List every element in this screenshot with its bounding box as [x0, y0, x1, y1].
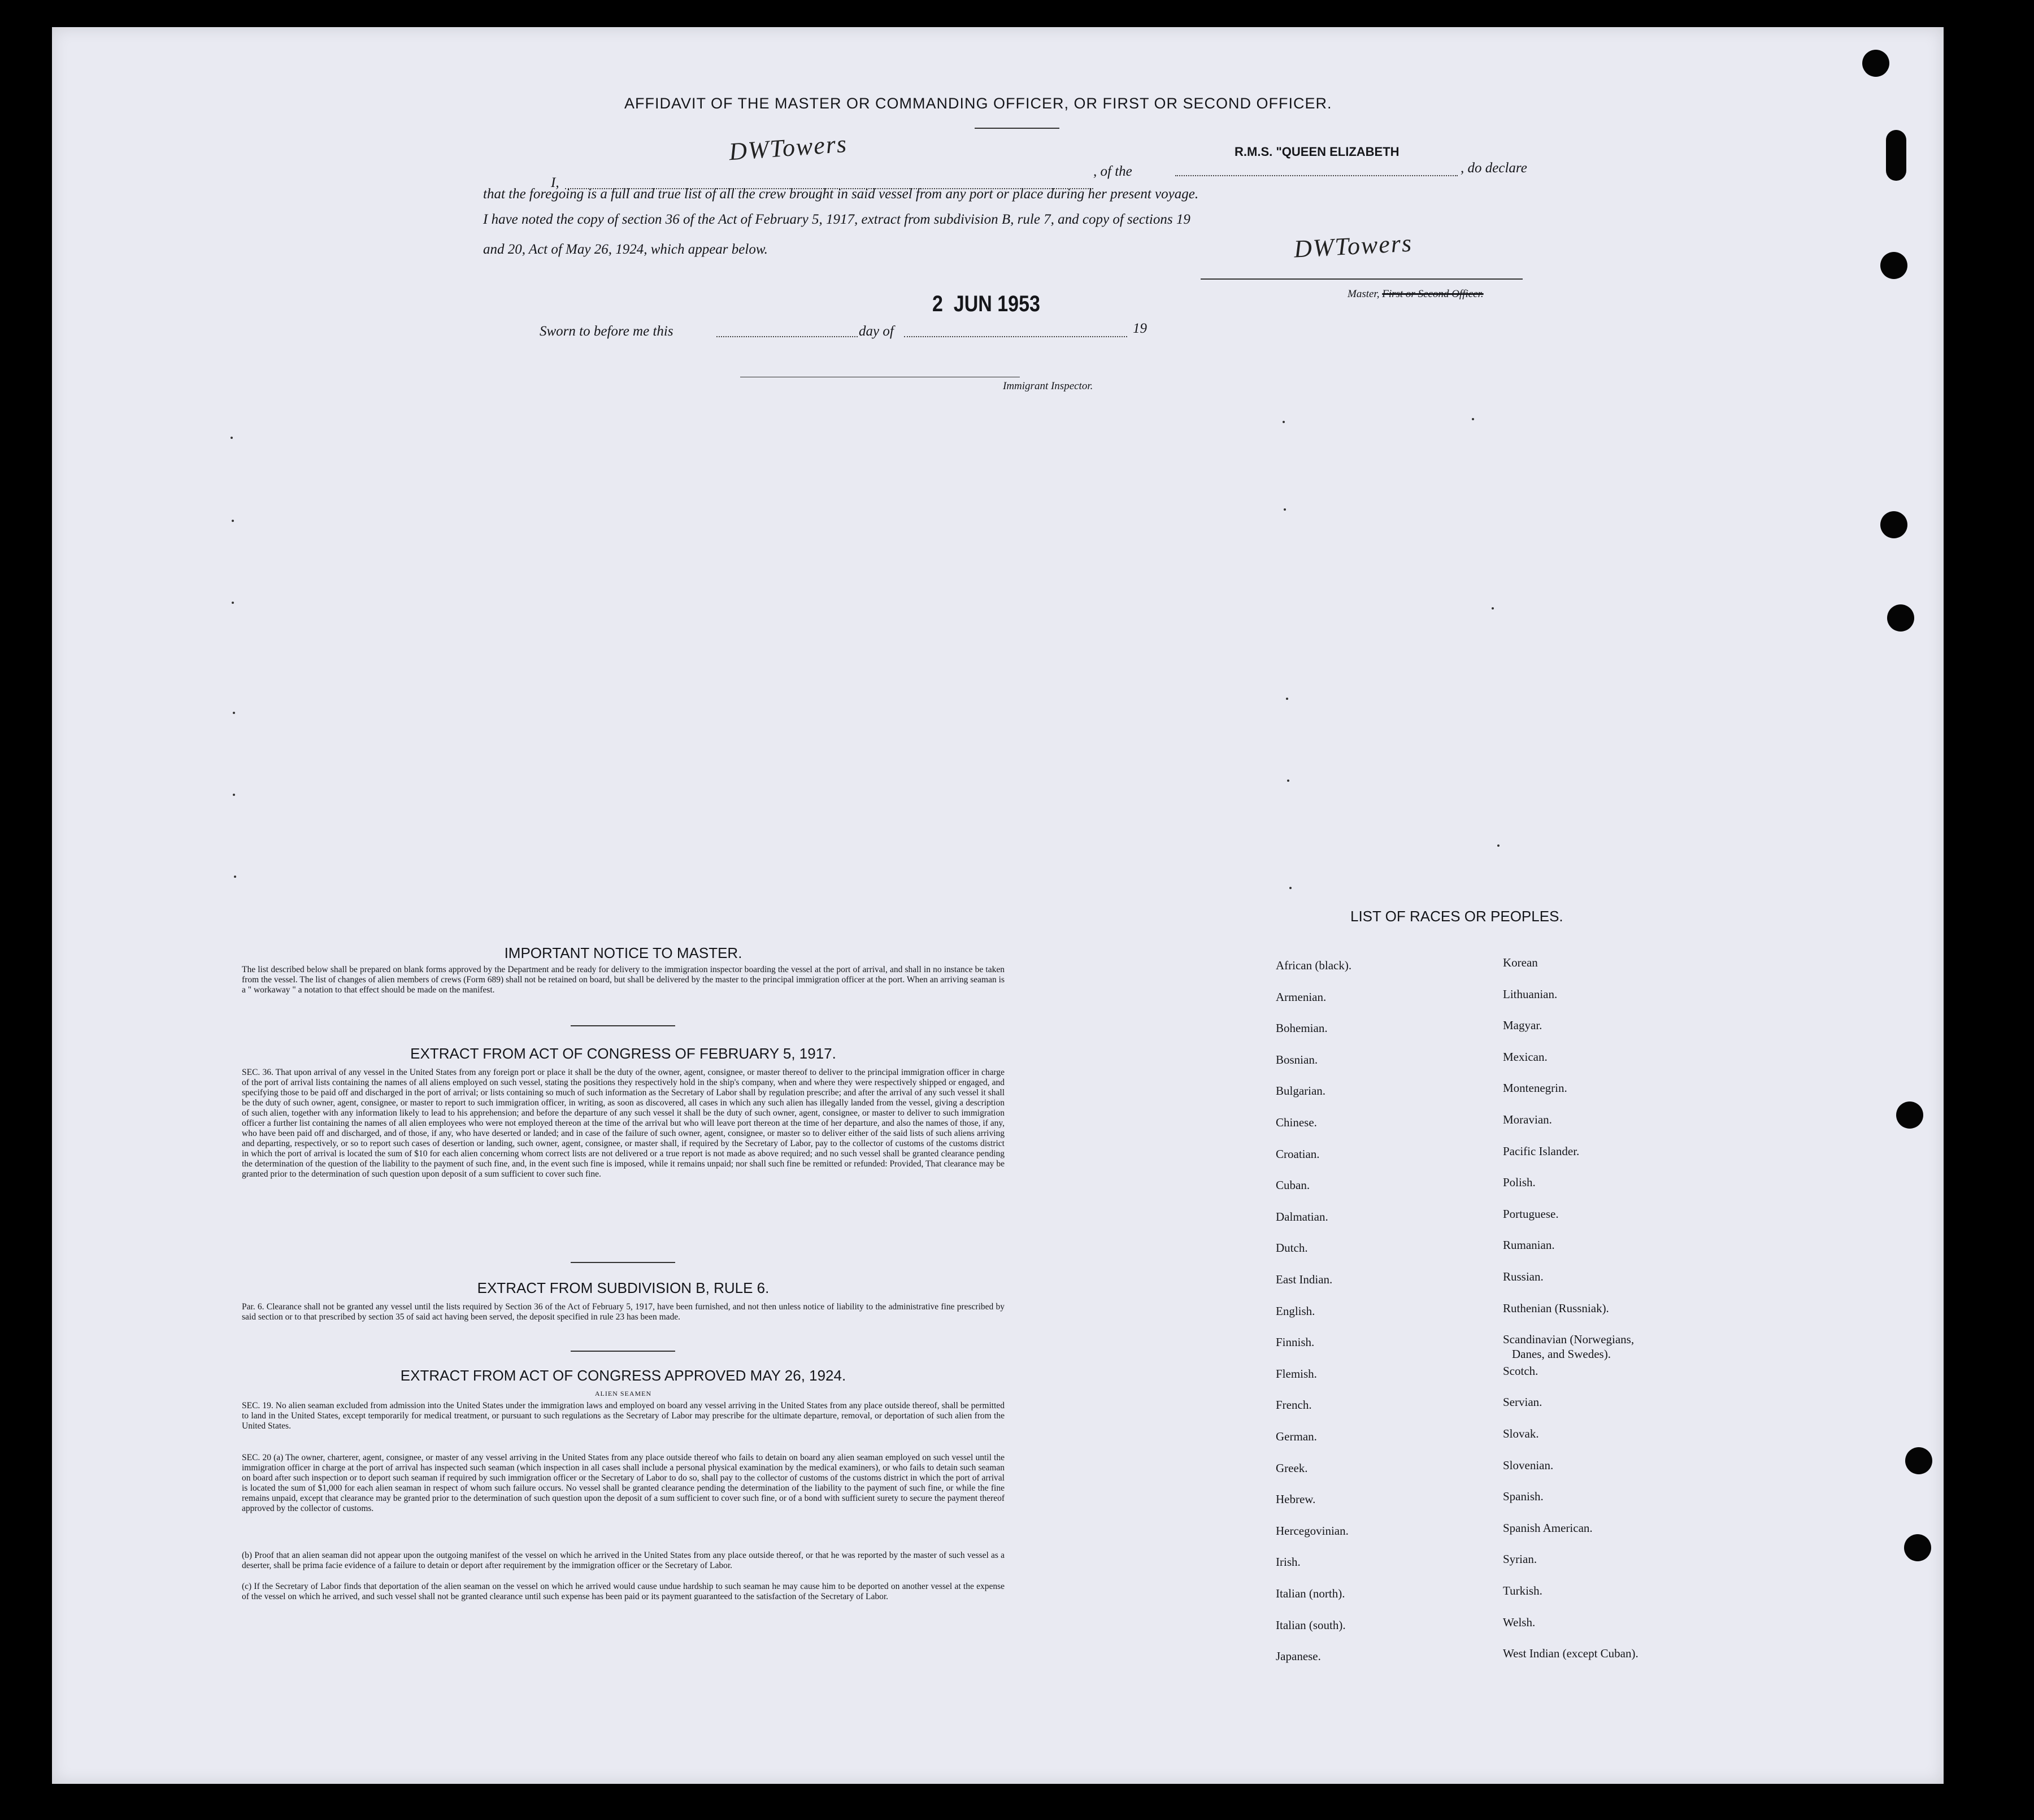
left-item: African (black).	[1276, 959, 1352, 972]
punch-hole	[1887, 604, 1914, 632]
ink-dot	[1472, 418, 1474, 420]
left-item: Dutch.	[1276, 1241, 1308, 1255]
left-item: Dalmatian.	[1276, 1209, 1328, 1224]
right-item: Slovenian.	[1503, 1458, 1554, 1472]
punch-hole	[1862, 50, 1889, 77]
extract-1917-text: SEC. 36. That upon arrival of any vessel in the United States from any foreign port or place it shall be the duty of the owner, agent, consignee, or master thereof to deliver to the principal immigration officer in charge of the port of arrival lists containing the names of all aliens employed on such vessel, stating the positions they respectively hold in the ship's company, when and where they were respectively shipped or engaged, and specifying those to be paid off and discharged in the port of arrival; or lists containing so much of such information as the Secretary of Labor shall by regulation prescribe; and after the arrival of any such vessel it shall be the duty of such owner, agent, consignee, or master to report to such immigration officer, in writing, as soon as discovered, all cases in which any such alien has illegally landed from the vessel, giving a description of such alien, together with any information likely to lead to his apprehension; and before the departure of any such vessel it shall be the duty of such owner, agent, consignee, or master to deliver to such immigration officer a further list containing the names of all alien employees who were not employed thereon at the time of the arrival but who will leave port thereon at the time of her departure, and also the names of those, if any, who have been paid off and discharged, and of those, if any, who have deserted or landed; and in case of the failure of such owner, agent, consignee, or master so to deliver either of the said lists of such aliens arriving and departing, respectively, or so to report such cases of desertion or landing, such owner, agent, consignee, or master shall, if required by the Secretary of Labor, pay to the collector of customs of the customs district in which the port of arrival is located the sum of $10 for each alien concerning whom correct lists are not delivered or a true report is not made as above required; and no such vessel shall be granted clearance pending the determination of the question of the liability to the payment of such fine, and, in the event such fine is imposed, while it remains unpaid; nor shall such fine be remitted or refunded: Provided, That clearance may be granted prior to the determination of such question upon deposit of a sum sufficient to cover such fine.	[242, 1068, 1005, 1179]
sworn-label: Sworn to before me this	[540, 324, 673, 339]
signature-line	[1201, 278, 1523, 280]
left-item: French.	[1276, 1398, 1312, 1412]
divider-1	[571, 1025, 675, 1026]
extract-1924-sec20a: SEC. 20 (a) The owner, charterer, agent, consignee, or master of any vessel arriving in the United States from any place outside thereof who fails to detain on board any alien seaman employed on such vessel until the immigration officer in charge at the port of arrival has inspected such seaman (which inspection in all cases shall include a personal physical examination by the medical examiners), or who fails to detain such seaman on board after such inspection or to deport such seaman if required by such immigration officer or the Secretary of Labor to do so, shall pay to the collector of customs of the customs district in which the port of arrival is located the sum of $1,000 for each alien seaman in respect of whom such failure occurs. No vessel shall be granted clearance pending the determination of the liability to the payment of such fine, or while the fine remains unpaid, except that clearance may be granted prior to the determination of such question upon the deposit of a sum sufficient to cover such fine, or of a bond with sufficient surety to secure the payment thereof approved by the collector of customs.	[242, 1453, 1005, 1513]
notice-title: IMPORTANT NOTICE TO MASTER.	[504, 944, 742, 961]
left-item: Irish.	[1276, 1555, 1301, 1569]
signer-title	[1348, 288, 1484, 301]
signature-top: DWTowers	[728, 129, 849, 166]
ink-dot	[234, 876, 236, 878]
left-item: Bulgarian.	[1276, 1084, 1326, 1098]
extract-rule6-text: Par. 6. Clearance shall not be granted any vessel until the lists required by Section 36 of the Act of February 5, 1917, have been furnished, and not then unless notice of liability to the administrative fine prescribed by said section or to that prescribed by section 35 of said act having been served, the deposit specified in rule 23 has been made.	[242, 1302, 1005, 1322]
left-item: Japanese.	[1276, 1649, 1321, 1664]
punch-hole	[1905, 1447, 1932, 1474]
left-item: Flemish.	[1276, 1366, 1317, 1381]
ink-dot	[1492, 607, 1494, 609]
inspector-label: Immigrant Inspector.	[1003, 380, 1093, 392]
left-item: Croatian.	[1276, 1147, 1320, 1161]
left-item: Hercegovinian.	[1276, 1523, 1349, 1538]
right-item: West Indian (except Cuban).	[1503, 1647, 1638, 1661]
right-item: Scotch.	[1503, 1364, 1538, 1378]
affidavit-line2: that the foregoing is a full and true list of all the crew brought in said vessel from any port or place during her present voyage.	[483, 186, 1199, 202]
race-scandinavian-continued: Danes, and Swedes).	[1512, 1347, 1611, 1361]
declare-label: , do declare	[1461, 160, 1527, 176]
right-item: Spanish.	[1503, 1490, 1544, 1504]
ink-dot	[1497, 844, 1500, 847]
ink-dot	[231, 437, 233, 439]
left-item: Armenian.	[1276, 990, 1327, 1004]
left-item: Italian (south).	[1276, 1618, 1346, 1632]
punch-hole	[1904, 1534, 1931, 1561]
affidavit-i-label: I,	[551, 175, 559, 190]
vessel-blank	[1175, 175, 1458, 176]
extract-1924-sec20c: (c) If the Secretary of Labor finds that deportation of the alien seaman on the vessel on which he arrived would cause undue hardship to such seaman he may cause him to be deported on another vessel at the expense of the vessel on which he arrived, and such vessel shall not be granted clearance until such expense has been paid or its payment guaranteed to the satisfaction of the Secretary of Labor.	[242, 1582, 1005, 1601]
ink-dot	[233, 712, 235, 714]
left-item: Finnish.	[1276, 1335, 1315, 1349]
right-item: Polish.	[1503, 1175, 1536, 1190]
extract-1924-subtitle: ALIEN SEAMEN	[594, 1390, 652, 1397]
punch-hole	[1880, 511, 1907, 538]
right-item: Rumanian.	[1503, 1238, 1555, 1252]
extract-1924-title: EXTRACT FROM ACT OF CONGRESS APPROVED MAY 26, 1924.	[400, 1367, 846, 1384]
right-item: Korean	[1503, 956, 1538, 969]
of-the-label: , of the	[1093, 164, 1132, 179]
right-item: Portuguese.	[1503, 1207, 1559, 1221]
ink-dot	[1284, 508, 1286, 511]
signature-bottom: DWTowers	[1293, 229, 1414, 263]
right-item: Servian.	[1503, 1395, 1542, 1409]
right-item: Spanish American.	[1503, 1521, 1593, 1535]
right-item: Russian.	[1503, 1270, 1544, 1283]
right-item: Slovak.	[1503, 1427, 1539, 1440]
document-page	[52, 27, 1944, 1784]
day-of-label: day of	[859, 324, 894, 339]
divider-2	[571, 1262, 675, 1263]
affidavit-title: AFFIDAVIT OF THE MASTER OR COMMANDING OFFICER, OR FIRST OR SECOND OFFICER.	[624, 95, 1332, 112]
left-item: Hebrew.	[1276, 1492, 1316, 1506]
left-item: Italian (north).	[1276, 1587, 1345, 1600]
sworn-month-blank	[904, 336, 1127, 337]
ink-dot	[233, 794, 235, 796]
ink-dot	[232, 602, 234, 604]
ink-dot	[232, 520, 234, 522]
left-item: East Indian.	[1276, 1273, 1333, 1286]
ink-dot	[1283, 421, 1285, 423]
punch-hole	[1896, 1101, 1923, 1129]
right-item: Syrian.	[1503, 1552, 1537, 1566]
title-underline	[975, 128, 1059, 129]
extract-1924-sec19: SEC. 19. No alien seaman excluded from admission into the United States under the immigration laws and employed on board any vessel arriving in the United States from any place outside thereof, shall be permitted to land in the United States, except temporarily for medical treatment, or pursuant to such regulations as the Secretary of Labor may prescribe for the ultimate departure, removal, or deportation of such alien from the United States.	[242, 1401, 1005, 1431]
signer-title-struck: First or Second Officer.	[1382, 288, 1484, 300]
sworn-day-blank	[716, 336, 858, 337]
left-item: Cuban.	[1276, 1178, 1310, 1192]
right-item: Pacific Islander.	[1503, 1144, 1580, 1158]
ink-dot	[1286, 698, 1288, 700]
left-item: Chinese.	[1276, 1116, 1317, 1129]
left-item: German.	[1276, 1430, 1317, 1443]
right-item: Montenegrin.	[1503, 1081, 1567, 1095]
races-title: LIST OF RACES OR PEOPLES.	[1350, 908, 1563, 925]
ink-dot	[1287, 780, 1289, 782]
affidavit-line4: and 20, Act of May 26, 1924, which appear below.	[483, 242, 768, 257]
ink-dot	[1289, 887, 1292, 889]
right-item: Lithuanian.	[1503, 987, 1558, 1001]
divider-3	[571, 1351, 675, 1352]
left-item: English.	[1276, 1304, 1315, 1318]
extract-rule6-title: EXTRACT FROM SUBDIVISION B, RULE 6.	[477, 1279, 770, 1296]
date-stamp: 2 JUN 1953	[932, 291, 1040, 316]
right-item: Magyar.	[1503, 1018, 1542, 1033]
notice-text: The list described below shall be prepared on blank forms approved by the Department and be ready for delivery to the immigration inspector boarding the vessel at the port of arrival, and shall in no instance be taken from the vessel. The list of changes of alien members of crews (Form 689) shall not be retained on board, but shall be delivered by the master to the principal immigration officer at the port. When an arriving seaman is a " workaway " a notation to that effect should be made on the manifest.	[242, 965, 1005, 995]
left-item: Bosnian.	[1276, 1052, 1318, 1066]
right-item: Scandinavian (Norwegians,	[1503, 1333, 1635, 1347]
affidavit-line3: I have noted the copy of section 36 of the Act of February 5, 1917, extract from subdivision B, rule 7, and copy of sections 19	[483, 212, 1190, 227]
right-item: Ruthenian (Russniak).	[1503, 1301, 1609, 1315]
right-item: Welsh.	[1503, 1615, 1536, 1629]
signer-title-master: Master,	[1348, 288, 1380, 300]
right-item: Moravian.	[1503, 1113, 1552, 1126]
vessel-name: R.M.S. "QUEEN ELIZABETH	[1235, 145, 1400, 159]
punch-hole	[1880, 252, 1907, 279]
right-item: Mexican.	[1503, 1050, 1548, 1064]
extract-1924-sec20b: (b) Proof that an alien seaman did not appear upon the outgoing manifest of the vessel on which he arrived in the United States from any place outside thereof, or that he was reported by the master of such vessel as a deserter, shall be prima facie evidence of a failure to detain or deport after requirement by the immigration officer or the Secretary of Labor.	[242, 1551, 1005, 1570]
punch-hole	[1886, 130, 1906, 181]
extract-1917-title: EXTRACT FROM ACT OF CONGRESS OF FEBRUARY 5, 1917.	[410, 1045, 836, 1062]
year-suffix: 19	[1133, 321, 1147, 336]
left-item: Greek.	[1276, 1461, 1308, 1475]
right-item: Turkish.	[1503, 1584, 1542, 1597]
left-item: Bohemian.	[1276, 1021, 1328, 1035]
